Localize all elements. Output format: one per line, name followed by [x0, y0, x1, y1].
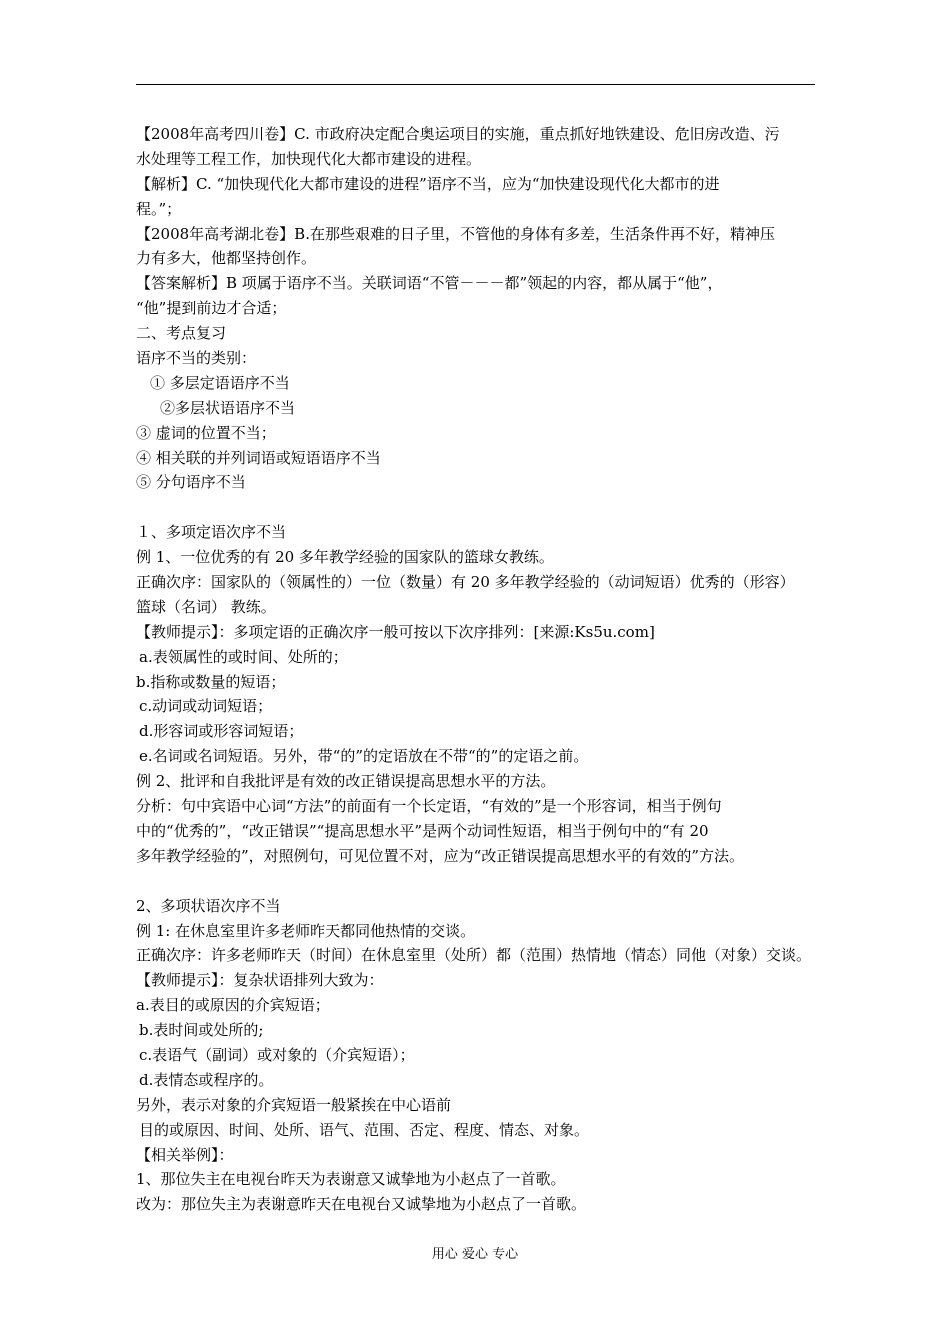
list-item: b.指称或数量的短语； — [136, 672, 286, 691]
text-line: 水处理等工程工作，加快现代化大都市建设的进程。 — [136, 149, 482, 168]
text-line: 分析：句中宾语中心词“方法”的前面有一个长定语，“有效的”是一个形容词，相当于例句 — [136, 797, 722, 816]
subsection-heading: 2、多项状语次序不当 — [136, 896, 281, 915]
category-item: ① 多层定语语序不当 — [150, 373, 290, 392]
text-line: 1、那位失主在电视台昨天为表谢意又诚挚地为小赵点了一首歌。 — [136, 1170, 566, 1189]
subsection-heading: １、多项定语次序不当 — [136, 523, 287, 542]
text-line: 另外，表示对象的介宾短语一般紧挨在中心语前 — [136, 1095, 452, 1114]
text-line: 例 1: 在休息室里许多老师昨天都同他热情的交谈。 — [136, 921, 476, 940]
list-item: a.表目的或原因的介宾短语； — [136, 996, 330, 1015]
text-line: 多年教学经验的”，对照例句，可见位置不对，应为“改正错误提高思想水平的有效的”方法。 — [136, 846, 745, 865]
text-line: 正确次序：国家队的（领属性的）一位（数量）有 20 多年教学经验的（动词短语）优秀的（形容） — [136, 573, 795, 592]
text-line: 改为：那位失主为表谢意昨天在电视台又诚挚地为小赵点了一首歌。 — [136, 1195, 587, 1214]
blank-line — [136, 495, 815, 520]
text-line: 【2008年高考四川卷】C. 市政府决定配合奥运项目的实施，重点抓好地铁建设、危旧房改造、污 — [136, 125, 780, 143]
text-line: “他”提到前边才合适； — [136, 299, 287, 318]
list-item: c.动词或动词短语； — [139, 697, 273, 716]
text-line: 力有多大，他都坚持创作。 — [136, 249, 317, 268]
text-line: 目的或原因、时间、处所、语气、范围、否定、程度、情态、对象。 — [139, 1120, 590, 1139]
text-line: 【相关举例】： — [136, 1145, 234, 1164]
category-item: ④ 相关联的并列词语或短语语序不当 — [136, 448, 381, 467]
page-footer: 用心 爱心 专心 — [431, 1247, 519, 1262]
list-item: c.表语气（副词）或对象的（介宾短语）； — [139, 1045, 415, 1064]
list-item: d.表情态或程序的。 — [139, 1070, 274, 1089]
text-line: 中的“优秀的”，“改正错误”“提高思想水平”是两个动词性短语，相当于例句中的“有 20 — [136, 821, 709, 840]
text-line: 【2008年高考湖北卷】B.在那些艰难的日子里，不管他的身体有多差，生活条件再不好，精神压 — [136, 224, 775, 243]
text-line: 【答案解析】B 项属于语序不当。关联词语“不管－－－都”领起的内容，都从属于“他”， — [136, 274, 723, 293]
list-item: e.名词或名词短语。另外，带“的”的定语放在不带“的”的定语之前。 — [139, 747, 589, 766]
text-line: 例 2、批评和自我批评是有效的改正错误提高思想水平的方法。 — [136, 772, 556, 791]
text-line: 【教师提示】：多项定语的正确次序一般可按以下次序排列：[来源:Ks5u.com] — [136, 622, 655, 641]
category-item: ②多层状语语序不当 — [160, 398, 296, 417]
list-item: d.形容词或形容词短语； — [139, 722, 304, 741]
list-item: a.表领属性的或时间、处所的； — [139, 647, 348, 666]
document-body — [136, 122, 815, 1217]
text-line: 【教师提示】：复杂状语排列大致为： — [136, 971, 384, 990]
section-heading: 二、考点复习 — [136, 324, 227, 343]
blank-line — [136, 869, 815, 894]
text-line: 例 1、一位优秀的有 20 多年教学经验的国家队的篮球女教练。 — [136, 548, 554, 567]
text-line: 语序不当的类别： — [136, 349, 257, 368]
header-rule — [136, 84, 815, 85]
category-item: ③ 虚词的位置不当； — [136, 423, 276, 442]
text-line: 篮球（名词） 教练。 — [136, 597, 276, 616]
text-line: 正确次序：许多老师昨天（时间）在休息室里（处所）都（范围）热情地（情态）同他（对象）交谈。 — [136, 946, 812, 965]
text-line: 程。”； — [136, 199, 182, 218]
list-item: b.表时间或处所的; — [139, 1021, 264, 1040]
category-item: ⑤ 分句语序不当 — [136, 473, 246, 492]
text-line: 【解析】C. “加快现代化大都市建设的进程”语序不当，应为“加快建设现代化大都市的进 — [136, 174, 720, 193]
